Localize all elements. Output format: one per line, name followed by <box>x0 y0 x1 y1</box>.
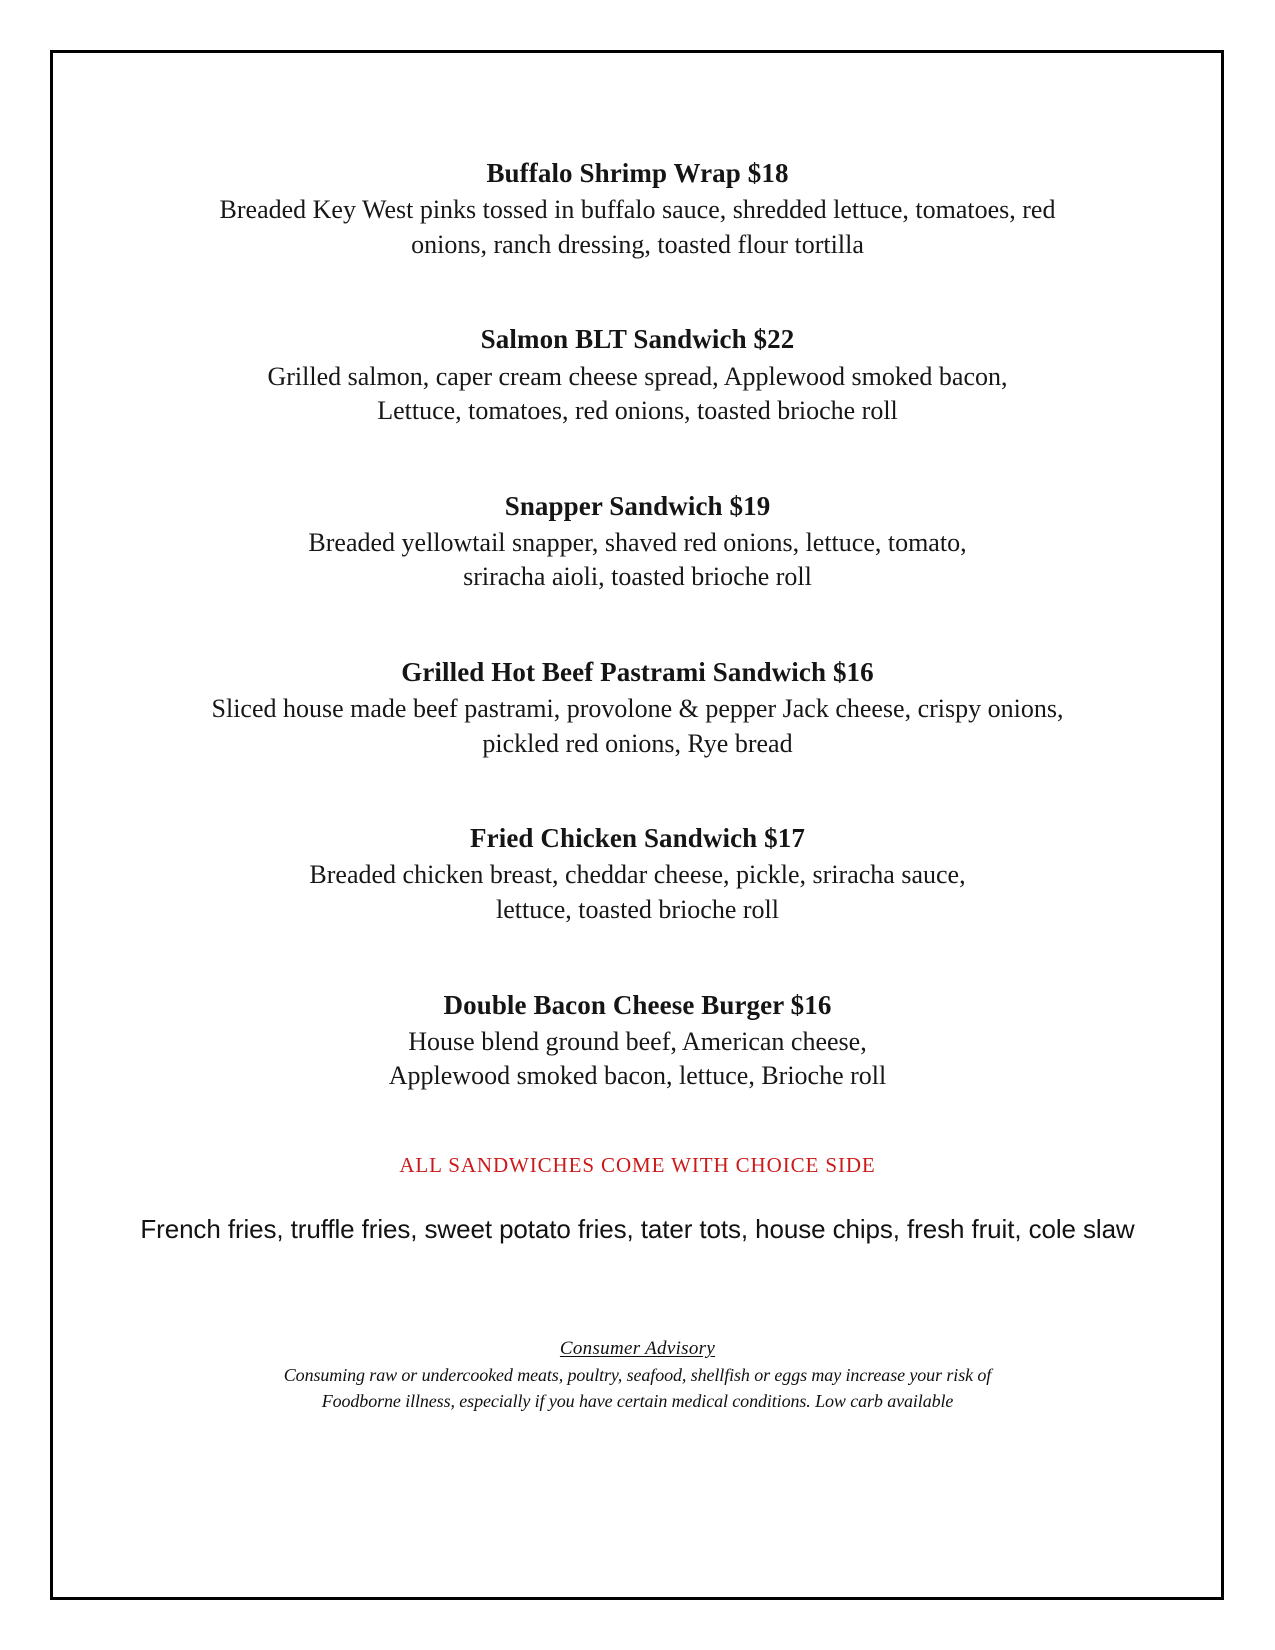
menu-item <box>80 321 1195 428</box>
consumer-advisory-body <box>80 1363 1195 1414</box>
menu-item-description <box>80 692 1195 761</box>
menu-item-description <box>80 360 1195 429</box>
menu-item-name: Buffalo Shrimp Wrap $18 <box>486 158 789 188</box>
consumer-advisory-line: Foodborne illness, especially if you have certain medical conditions. Low carb available <box>321 1390 954 1411</box>
menu-item <box>80 820 1195 927</box>
consumer-advisory-line: Consuming raw or undercooked meats, poultry, seafood, shellfish or eggs may increase your risk of <box>283 1364 992 1385</box>
menu-item-description-line: Applewood smoked bacon, lettuce, Brioche roll <box>388 1061 887 1091</box>
menu-item-name: Double Bacon Cheese Burger $16 <box>443 989 832 1020</box>
menu-item-description-line: Lettuce, tomatoes, red onions, toasted brioche roll <box>377 396 898 426</box>
menu-item-description <box>80 1025 1195 1094</box>
menu-item-description-line: onions, ranch dressing, toasted flour tortilla <box>411 229 864 259</box>
menu-item-description <box>80 858 1195 927</box>
menu-item-description-line: pickled red onions, Rye bread <box>482 728 793 758</box>
menu-content <box>80 50 1195 1414</box>
menu-item-description-line: Breaded chicken breast, cheddar cheese, pickle, sriracha sauce, <box>309 860 966 890</box>
menu-item-name: Fried Chicken Sandwich $17 <box>470 823 805 854</box>
menu-item-description-line: House blend ground beef, American cheese, <box>408 1026 867 1056</box>
menu-item <box>80 488 1195 595</box>
menu-item-description-line: sriracha aioli, toasted brioche roll <box>463 562 812 592</box>
consumer-advisory-title: Consumer Advisory <box>559 1337 716 1359</box>
menu-item-description-line: Breaded yellowtail snapper, shaved red onions, lettuce, tomato, <box>308 527 967 557</box>
menu-item-name: Salmon BLT Sandwich $22 <box>480 324 795 355</box>
sides-included-note: ALL SANDWICHES COME WITH CHOICE SIDE <box>399 1152 876 1177</box>
consumer-advisory <box>80 1338 1195 1414</box>
menu-item-description <box>80 526 1195 595</box>
sides-options-list: French fries, truffle fries, sweet potato fries, tater tots, house chips, fresh fruit, cole slaw <box>140 1213 1135 1244</box>
menu-item <box>80 987 1195 1094</box>
menu-item-name: Grilled Hot Beef Pastrami Sandwich $16 <box>401 656 874 687</box>
menu-item-description-line: Breaded Key West pinks tossed in buffalo sauce, shredded lettuce, tomatoes, red <box>219 195 1056 225</box>
menu-item <box>80 155 1195 262</box>
menu-item-description <box>80 193 1195 262</box>
menu-item-description-line: Sliced house made beef pastrami, provolone & pepper Jack cheese, crispy onions, <box>211 694 1064 724</box>
menu-item-description-line: lettuce, toasted brioche roll <box>495 895 779 925</box>
menu-item <box>80 654 1195 761</box>
menu-item-name: Snapper Sandwich $19 <box>504 490 771 521</box>
menu-item-description-line: Grilled salmon, caper cream cheese spread, Applewood smoked bacon, <box>267 361 1008 391</box>
